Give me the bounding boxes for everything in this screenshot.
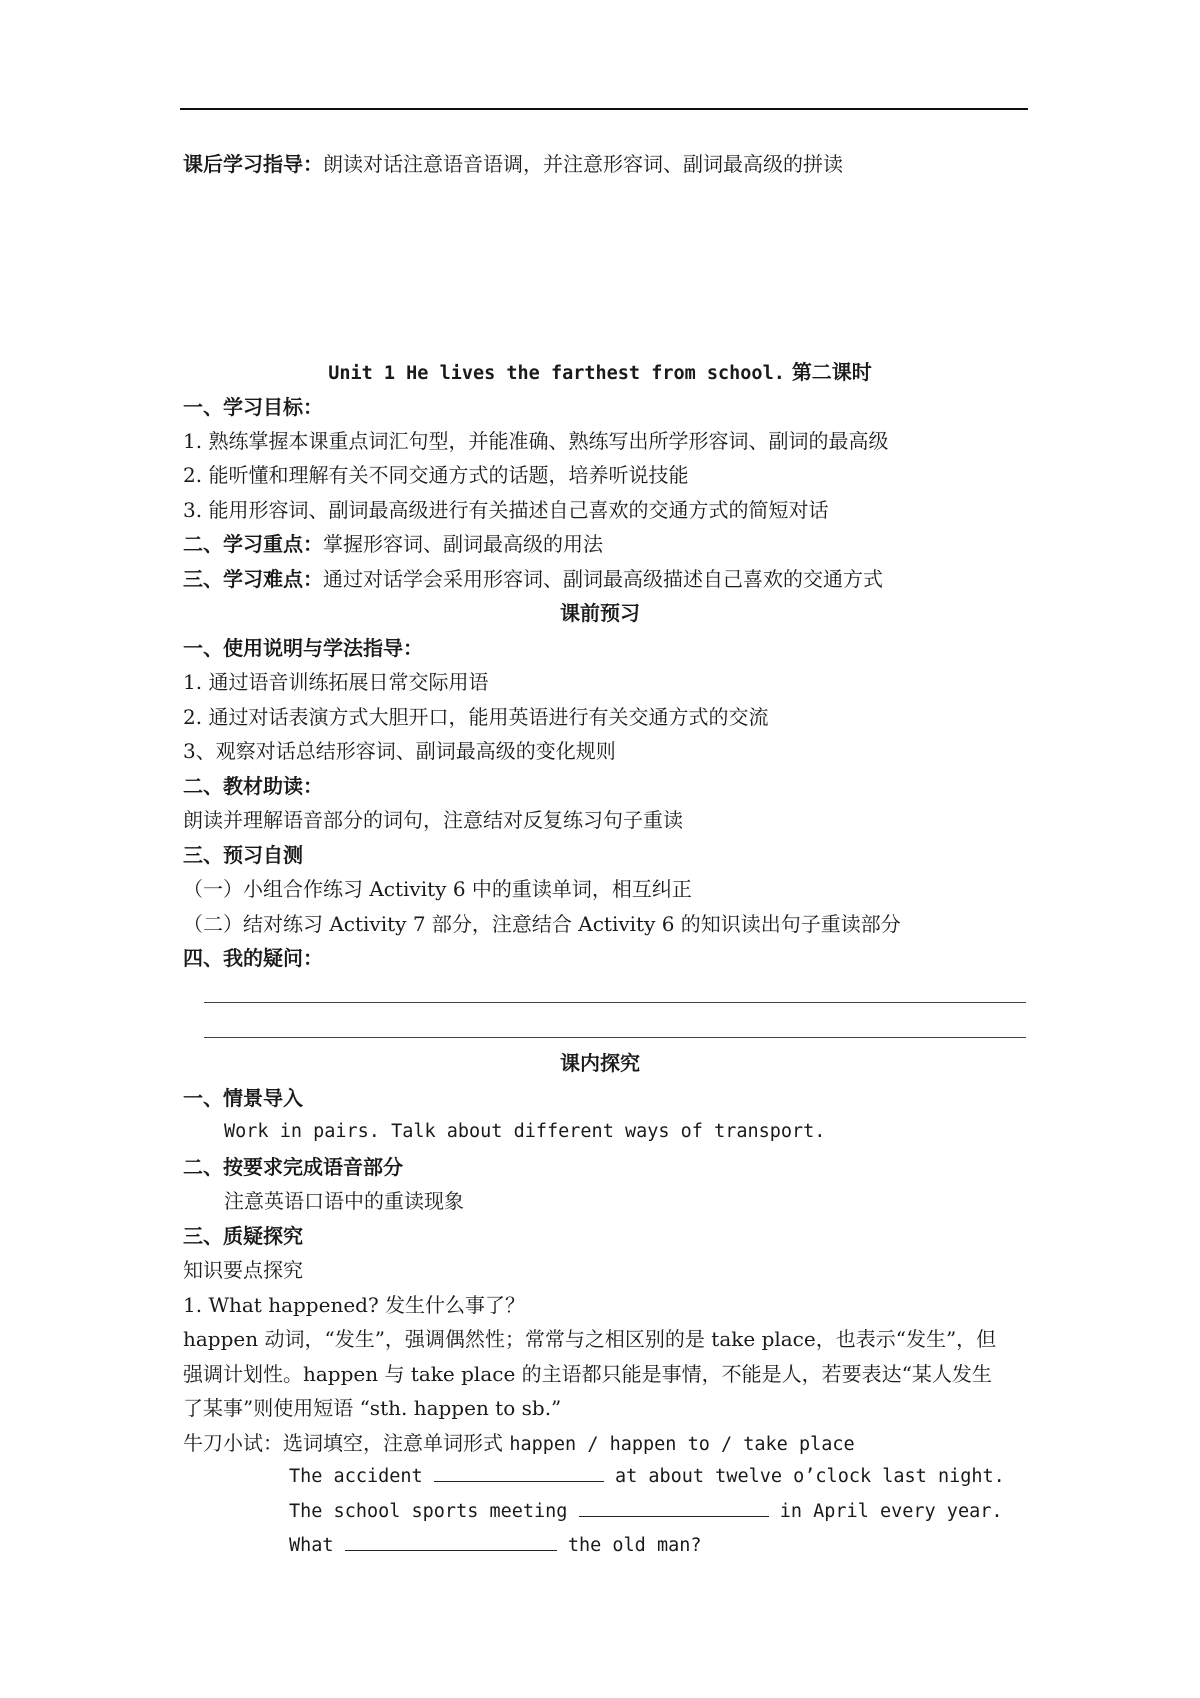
after-class-text: 朗读对话注意语音语调，并注意形容词、副词最高级的拼读: [323, 152, 843, 176]
exercise-sentence: [289, 1498, 1003, 1526]
answer-line: [204, 1037, 1026, 1038]
exercise-label: 牛刀小试：选词填空，注意单词形式: [183, 1431, 503, 1455]
inquiry-heading: 三、质疑探究: [183, 1224, 303, 1248]
lesson-title-english: Unit 1 He lives the farthest from school.: [328, 363, 785, 384]
explanation-line: 了某事”则使用短语 “sth. happen to sb.”: [183, 1396, 562, 1420]
phonetics-heading: 二、按要求完成语音部分: [183, 1155, 403, 1179]
exercise-sentence: [289, 1532, 702, 1560]
usage-heading: 一、使用说明与学法指导：: [183, 636, 423, 660]
explanation-line: 强调计划性。happen 与 take place 的主语都只能是事情，不能是人，若要表达“某人发生: [183, 1362, 992, 1386]
sentence-start: The school sports meeting: [289, 1501, 568, 1522]
objectives-heading: 一、学习目标：: [183, 395, 323, 419]
key-point-text: 掌握形容词、副词最高级的用法: [323, 532, 603, 556]
objective-item: 2. 能听懂和理解有关不同交通方式的话题，培养听说技能: [183, 463, 689, 487]
sentence-end: the old man?: [567, 1535, 702, 1556]
lesson-title-chinese: 第二课时: [791, 360, 872, 384]
key-point-label: 二、学习重点：: [183, 532, 323, 556]
difficulty: [183, 565, 883, 593]
objective-item: 3. 能用形容词、副词最高级进行有关描述自己喜欢的交通方式的简短对话: [183, 498, 829, 522]
textbook-heading: 二、教材助读：: [183, 774, 323, 798]
preview-heading: 课前预习: [560, 601, 640, 625]
usage-item: 1. 通过语音训练拓展日常交际用语: [183, 670, 489, 694]
sentence-start: What: [289, 1535, 334, 1556]
fill-blank[interactable]: [345, 1532, 557, 1551]
selftest-item: （二）结对练习 Activity 7 部分，注意结合 Activity 6 的知识读出句子重读部分: [183, 912, 901, 936]
lesson-title: [0, 358, 1200, 388]
fill-blank[interactable]: [434, 1463, 604, 1482]
header-rule: [180, 108, 1028, 110]
selftest-item: （一）小组合作练习 Activity 6 中的重读单词，相互纠正: [183, 877, 692, 901]
inquiry-subheading: 知识要点探究: [183, 1258, 303, 1282]
sentence-end: in April every year.: [779, 1501, 1003, 1522]
difficulty-label: 三、学习难点：: [183, 567, 323, 591]
after-class-guidance: [183, 150, 843, 178]
sentence-start: The accident: [289, 1466, 423, 1487]
fill-blank[interactable]: [579, 1498, 769, 1517]
difficulty-text: 通过对话学会采用形容词、副词最高级描述自己喜欢的交通方式: [323, 567, 883, 591]
inclass-heading: 课内探究: [560, 1051, 640, 1075]
objective-item: 1. 熟练掌握本课重点词汇句型，并能准确、熟练写出所学形容词、副词的最高级: [183, 429, 889, 453]
explanation-line: happen 动词，“发生”，强调偶然性；常常与之相区别的是 take place，也表示“发生”，但: [183, 1327, 997, 1351]
usage-item: 2. 通过对话表演方式大胆开口，能用英语进行有关交通方式的交流: [183, 705, 769, 729]
key-point: [183, 530, 603, 558]
textbook-text: 朗读并理解语音部分的词句，注意结对反复练习句子重读: [183, 808, 683, 832]
answer-line: [204, 1002, 1026, 1003]
selftest-heading: 三、预习自测: [183, 843, 303, 867]
question-heading: 四、我的疑问：: [183, 946, 323, 970]
exercise-options: happen / happen to / take place: [509, 1434, 855, 1455]
after-class-label: 课后学习指导：: [183, 152, 323, 176]
exercise-sentence: [289, 1463, 1005, 1491]
exercise-instruction: [183, 1429, 855, 1459]
sentence-end: at about twelve o’clock last night.: [614, 1466, 1005, 1487]
scenario-text: Work in pairs. Talk about different ways of transport.: [224, 1121, 826, 1142]
phonetics-text: 注意英语口语中的重读现象: [224, 1189, 464, 1213]
knowledge-point: 1. What happened? 发生什么事了？: [183, 1293, 526, 1317]
scenario-heading: 一、情景导入: [183, 1086, 303, 1110]
usage-item: 3、观察对话总结形容词、副词最高级的变化规则: [183, 739, 616, 763]
